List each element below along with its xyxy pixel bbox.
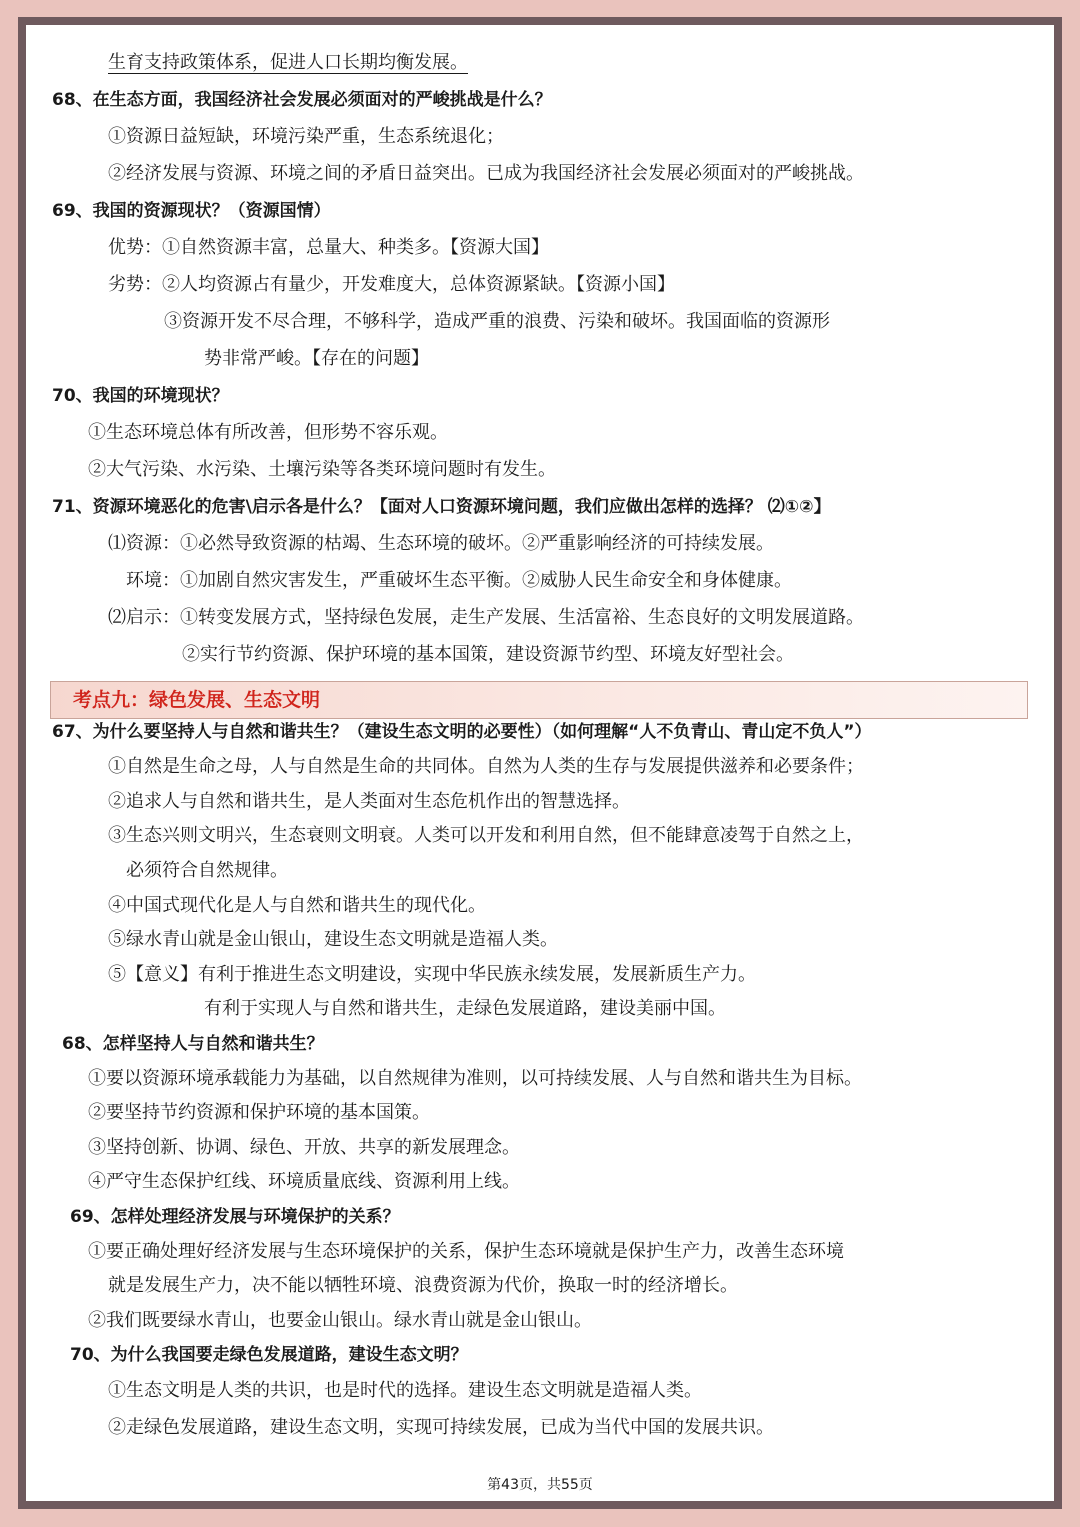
answer-line: ①要正确处理好经济发展与生态环境保护的关系，保护生态环境就是保护生产力，改善生态环境 <box>88 1241 844 1262</box>
answer-line: ②大气污染、水污染、土壤污染等各类环境问题时有发生。 <box>88 459 556 480</box>
answer-line: 势非常严峻。【存在的问题】 <box>204 348 429 369</box>
answer-line: ②我们既要绿水青山，也要金山银山。绿水青山就是金山银山。 <box>88 1310 592 1331</box>
continued-text: 生育支持政策体系，促进人口长期均衡发展。 <box>108 52 468 73</box>
answer-line: ①生态文明是人类的共识，也是时代的选择。建设生态文明就是造福人类。 <box>108 1380 702 1401</box>
document-page <box>26 25 1054 1501</box>
answer-line: ④严守生态保护红线、环境质量底线、资源利用上线。 <box>88 1171 520 1192</box>
answer-line: ⑵启示：①转变发展方式，坚持绿色发展，走生产发展、生活富裕、生态良好的文明发展道路。 <box>108 607 864 628</box>
answer-line: ①自然是生命之母，人与自然是生命的共同体。自然为人类的生存与发展提供滋养和必要条件； <box>108 756 864 777</box>
answer-line: ①要以资源环境承载能力为基础，以自然规律为准则，以可持续发展、人与自然和谐共生为目标。 <box>88 1068 862 1089</box>
question-67-title: 67、为什么要坚持人与自然和谐共生？（建设生态文明的必要性）（如何理解“人不负青山、青山定不负人”） <box>52 722 872 742</box>
answer-line: ②实行节约资源、保护环境的基本国策，建设资源节约型、环境友好型社会。 <box>182 644 794 665</box>
question-70-title: 70、我国的环境现状？ <box>52 386 229 406</box>
answer-line: 就是发展生产力，决不能以牺牲环境、浪费资源为代价，换取一时的经济增长。 <box>108 1275 738 1296</box>
question-69-title: 69、我国的资源现状？（资源国情） <box>52 201 331 221</box>
question-68-title: 68、在生态方面，我国经济社会发展必须面对的严峻挑战是什么？ <box>52 90 552 110</box>
answer-line: ⑤【意义】有利于推进生态文明建设，实现中华民族永续发展，发展新质生产力。 <box>108 964 756 985</box>
page-number: 第43页，共55页 <box>487 1477 593 1493</box>
answer-line: 环境：①加剧自然灾害发生，严重破坏生态平衡。②威胁人民生命安全和身体健康。 <box>126 570 792 591</box>
section-header <box>50 681 1028 719</box>
answer-line: ⑤绿水青山就是金山银山，建设生态文明就是造福人类。 <box>108 929 558 950</box>
answer-line: 有利于实现人与自然和谐共生，走绿色发展道路，建设美丽中国。 <box>204 998 726 1019</box>
answer-line: ③资源开发不尽合理，不够科学，造成严重的浪费、污染和破坏。我国面临的资源形 <box>164 311 830 332</box>
answer-line: ①资源日益短缺，环境污染严重，生态系统退化； <box>108 126 504 147</box>
question-71-title: 71、资源环境恶化的危害\启示各是什么？【面对人口资源环境问题，我们应做出怎样的选择？ ⑵①②】 <box>52 497 831 517</box>
question-70b-title: 70、为什么我国要走绿色发展道路，建设生态文明？ <box>70 1345 468 1365</box>
question-68b-title: 68、怎样坚持人与自然和谐共生？ <box>62 1034 324 1054</box>
answer-line: ②经济发展与资源、环境之间的矛盾日益突出。已成为我国经济社会发展必须面对的严峻挑战。 <box>108 163 864 184</box>
answer-line: ④中国式现代化是人与自然和谐共生的现代化。 <box>108 895 486 916</box>
answer-line: ②追求人与自然和谐共生，是人类面对生态危机作出的智慧选择。 <box>108 791 630 812</box>
answer-line: ①生态环境总体有所改善，但形势不容乐观。 <box>88 422 448 443</box>
section-title: 考点九：绿色发展、生态文明 <box>73 689 321 711</box>
answer-line: ②走绿色发展道路，建设生态文明，实现可持续发展，已成为当代中国的发展共识。 <box>108 1417 774 1438</box>
answer-line: ③坚持创新、协调、绿色、开放、共享的新发展理念。 <box>88 1137 520 1158</box>
question-69b-title: 69、怎样处理经济发展与环境保护的关系？ <box>70 1207 400 1227</box>
answer-line: ③生态兴则文明兴，生态衰则文明衰。人类可以开发和利用自然，但不能肆意凌驾于自然之上， <box>108 825 864 846</box>
answer-line: 优势：①自然资源丰富，总量大、种类多。【资源大国】 <box>108 237 549 258</box>
answer-line: ⑴资源：①必然导致资源的枯竭、生态环境的破坏。②严重影响经济的可持续发展。 <box>108 533 774 554</box>
answer-line: 劣势：②人均资源占有量少，开发难度大，总体资源紧缺。【资源小国】 <box>108 274 675 295</box>
answer-line: 必须符合自然规律。 <box>126 860 288 881</box>
answer-line: ②要坚持节约资源和保护环境的基本国策。 <box>88 1102 430 1123</box>
